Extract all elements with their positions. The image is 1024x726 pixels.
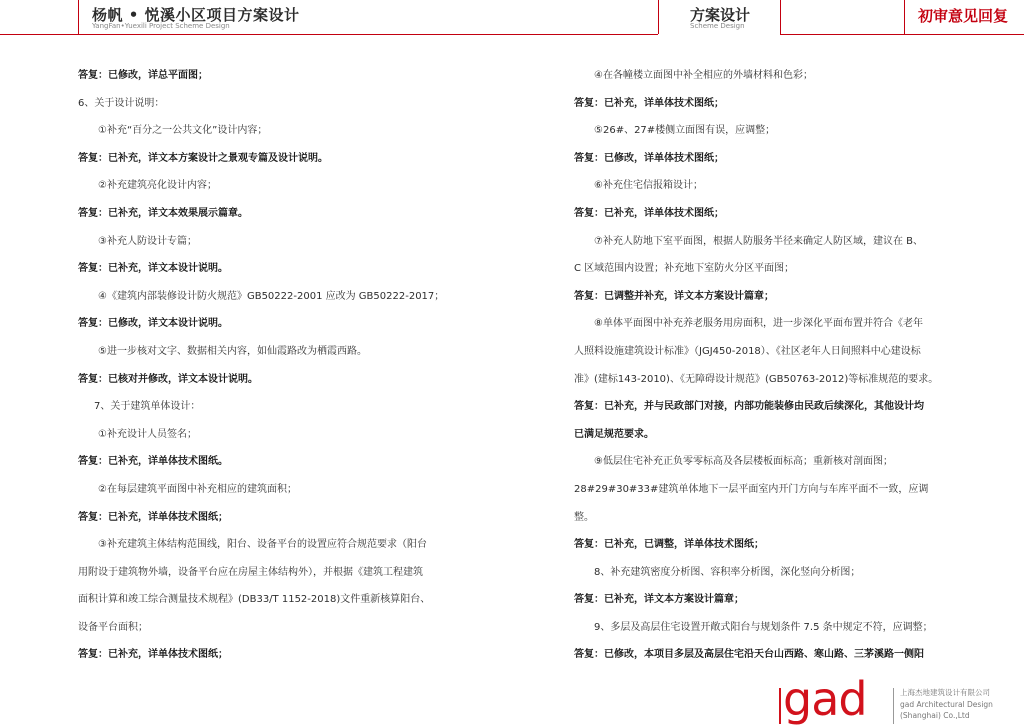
answer-line: 答复：已补充，详文本方案设计之景观专篇及设计说明。 (78, 152, 328, 164)
logo-bar (779, 688, 781, 724)
comment-line: ①补充设计人员签名； (98, 428, 197, 440)
comment-line: ⑦补充人防地下室平面图，根据人防服务半径来确定人防区域，建议在 B、 (594, 235, 924, 247)
answer-line: 答复：已调整并补充，详文本方案设计篇章； (574, 290, 774, 302)
section-heading: 8、补充建筑密度分析图、容积率分析图，深化竖向分析图； (594, 566, 861, 578)
header-rule-right (780, 34, 1024, 35)
left-column (78, 62, 470, 669)
comment-line: ③补充人防设计专篇； (98, 235, 197, 247)
company-name-en-2: (Shanghai) Co.,Ltd (900, 711, 970, 720)
answer-line: 答复：已核对并修改，详文本设计说明。 (78, 373, 258, 385)
comment-line: 28#29#30#33#建筑单体地下一层平面室内开门方向与车库平面不一致，应调 (574, 483, 929, 495)
right-column (574, 62, 954, 669)
comment-line: 人照料设施建筑设计标准》（JGJ450-2018）、《社区老年人日间照料中心建设标 (574, 345, 921, 357)
answer-line: 答复：已补充，已调整，详单体技术图纸； (574, 539, 764, 551)
answer-line: 答复：已修改，详总平面图； (78, 70, 208, 81)
comment-line: ⑤26#、27#楼侧立面图有误，应调整； (594, 125, 776, 137)
answer-line: 答复：已修改，本项目多层及高层住宅沿天台山西路、寒山路、三茅溪路一侧阳 (574, 649, 924, 661)
header-rule-left (0, 34, 658, 35)
comment-line: ⑧单体平面图中补充养老服务用房面积，进一步深化平面布置并符合《老年 (594, 318, 923, 330)
answer-line: 答复：已补充，详单体技术图纸； (78, 649, 228, 661)
answer-line: 答复：已补充，并与民政部门对接，内部功能装修由民政后续深化，其他设计均 (574, 401, 924, 413)
answer-line: 答复：已补充，详单体技术图纸。 (78, 456, 228, 468)
section-heading: 7、关于建筑单体设计： (94, 401, 201, 413)
answer-line: 答复：已补充，详文本方案设计篇章； (574, 594, 744, 606)
answer-line: 答复：已修改，详单体技术图纸； (574, 152, 724, 164)
answer-line: 答复：已补充，详文本设计说明。 (78, 263, 228, 275)
comment-line: 设备平台面积； (78, 621, 148, 633)
section-heading: 9、多层及高层住宅设置开敞式阳台与规划条件 7.5 条中规定不符，应调整； (594, 621, 933, 633)
comment-line: ②在每层建筑平面图中补充相应的建筑面积； (98, 483, 297, 495)
header-divider-2 (658, 0, 659, 34)
answer-line: 答复：已补充，详单体技术图纸； (574, 207, 724, 219)
answer-line: 已满足规范要求。 (574, 428, 654, 440)
comment-line: ③补充建筑主体结构范围线，阳台、设备平台的设置应符合规范要求（阳台 (98, 539, 427, 551)
comment-line: ⑨低层住宅补充正负零零标高及各层楼板面标高；重新核对剖面图； (594, 456, 893, 468)
header-divider-1 (78, 0, 79, 34)
company-name-en: gad Architectural Design (900, 700, 993, 709)
comment-line: 面积计算和竣工综合测量技术规程》(DB33/T 1152-2018)文件重新核算阳台、 (78, 594, 431, 606)
section-title: 方案设计 (690, 6, 751, 24)
comment-line: ④在各幢楼立面图中补全相应的外墙材料和色彩； (594, 70, 813, 81)
comment-line: 整。 (574, 511, 594, 523)
header-divider-4 (904, 0, 905, 34)
answer-line: 答复：已补充，详文本效果展示篇章。 (78, 207, 248, 219)
page-title: 杨帆 • 悦溪小区项目方案设计 (92, 6, 300, 24)
company-logo: gad (783, 672, 867, 726)
comment-line: ⑥补充住宅信报箱设计； (594, 180, 703, 192)
page-subtitle: YangFan•Yuexili Project Scheme Design (92, 22, 230, 30)
comment-line: ⑤进一步核对文字、数据相关内容，如仙霞路改为栖霞西路。 (98, 345, 367, 357)
section-subtitle: Scheme Design (690, 22, 745, 30)
answer-line: 答复：已修改，详文本设计说明。 (78, 318, 228, 330)
section-heading: 6、关于设计说明： (78, 97, 165, 109)
header-divider-3 (780, 0, 781, 34)
comment-line: 用附设于建筑物外墙，设备平台应在房屋主体结构外），并根据《建筑工程建筑 (78, 566, 423, 578)
comment-line: ④《建筑内部装修设计防火规范》GB50222-2001 应改为 GB50222-2017； (98, 290, 445, 302)
company-name-cn: 上海杰地建筑设计有限公司 (900, 688, 990, 697)
reply-label: 初审意见回复 (918, 7, 1009, 25)
footer-divider (893, 688, 894, 724)
comment-line: 准》(建标143-2010)、《无障碍设计规范》(GB50763-2012)等标准规范的要求。 (574, 373, 939, 385)
answer-line: 答复：已补充，详单体技术图纸； (574, 97, 724, 109)
comment-line: C 区域范围内设置；补充地下室防火分区平面图； (574, 263, 795, 275)
comment-line: ②补充建筑亮化设计内容； (98, 180, 217, 192)
comment-line: ①补充“百分之一公共文化”设计内容； (98, 125, 268, 137)
answer-line: 答复：已补充，详单体技术图纸； (78, 511, 228, 523)
